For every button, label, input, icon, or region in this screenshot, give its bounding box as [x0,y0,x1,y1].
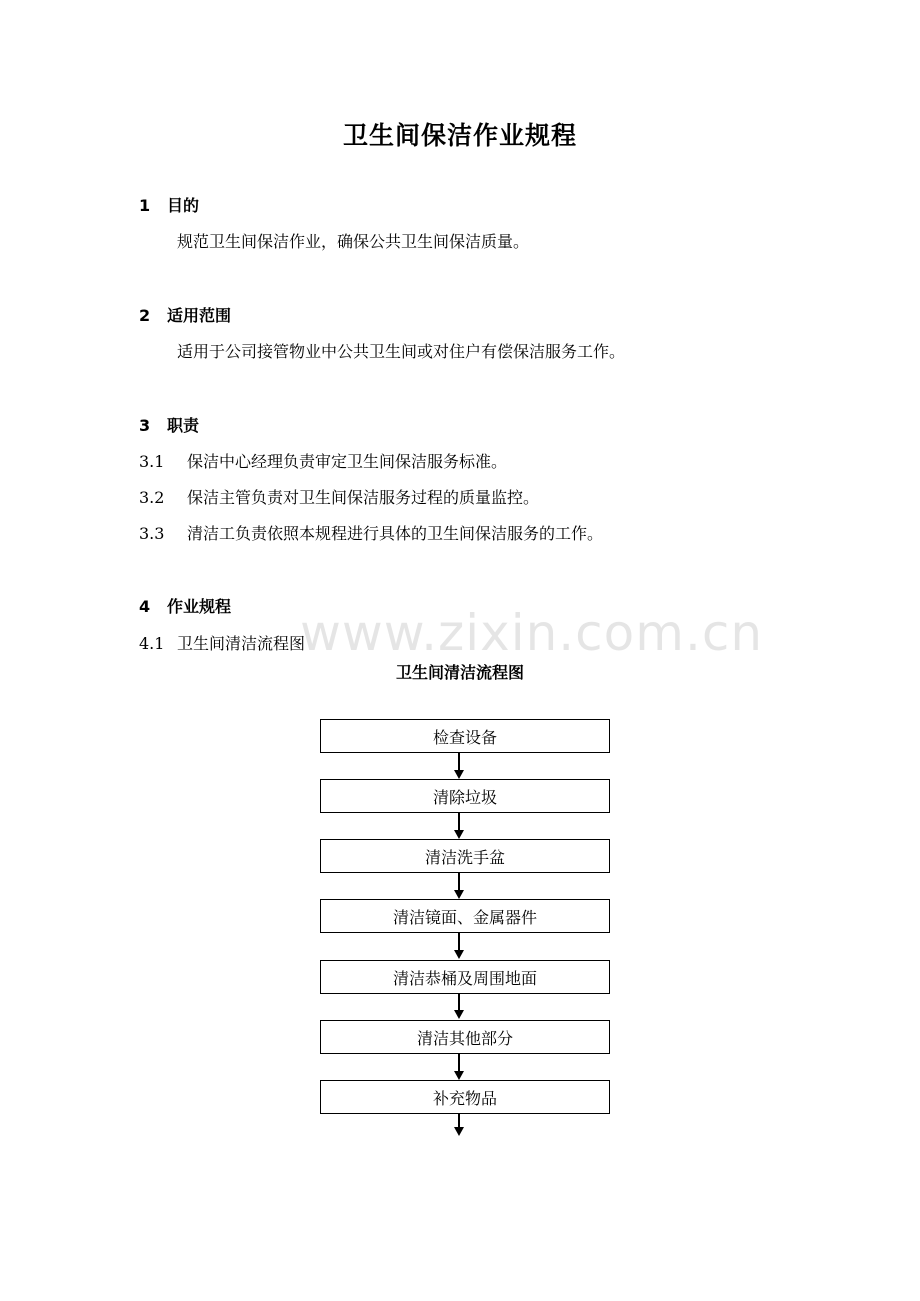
section-1-text: 规范卫生间保洁作业，确保公共卫生间保洁质量。 [177,232,530,251]
section-2-heading [139,303,231,326]
section-title: 作业规程 [167,597,232,616]
flow-step-clean-other-parts: 清洁其他部分 [320,1020,610,1054]
flowchart-title: 卫生间清洁流程图 [395,663,524,682]
section-number: 1 [139,196,151,215]
item-text: 保洁主管负责对卫生间保洁服务过程的质量监控。 [187,488,540,507]
document-title: 卫生间保洁作业规程 [342,121,577,150]
item-number: 3.3 [139,524,165,543]
section-title: 目的 [167,196,200,215]
item-text: 卫生间清洁流程图 [177,634,306,653]
section-2-text: 适用于公司接管物业中公共卫生间或对住户有偿保洁服务工作。 [177,342,626,361]
duty-item [139,521,603,544]
flow-step-check-equipment: 检查设备 [320,719,610,753]
section-number: 2 [139,306,151,325]
section-number: 4 [139,597,151,616]
duty-item [139,485,539,508]
section-title: 职责 [167,416,200,435]
duty-item [139,449,507,472]
section-title: 适用范围 [167,306,232,325]
section-number: 3 [139,416,151,435]
item-text: 保洁中心经理负责审定卫生间保洁服务标准。 [187,452,508,471]
flow-step-clean-washbasin: 清洁洗手盆 [320,839,610,873]
item-text: 清洁工负责依照本规程进行具体的卫生间保洁服务的工作。 [187,524,604,543]
flow-step-remove-garbage: 清除垃圾 [320,779,610,813]
item-number: 4.1 [139,634,165,653]
item-number: 3.2 [139,488,165,507]
subsection-4-1 [139,631,305,654]
flow-step-replenish-supplies: 补充物品 [320,1080,610,1114]
section-4-heading [139,594,231,617]
section-1-heading [139,193,199,216]
section-3-heading [139,413,199,436]
watermark: www.zixin.com.cn [300,604,764,662]
flow-step-clean-mirror-metal: 清洁镜面、金属器件 [320,899,610,933]
flow-step-clean-toilet-floor: 清洁恭桶及周围地面 [320,960,610,994]
item-number: 3.1 [139,452,165,471]
